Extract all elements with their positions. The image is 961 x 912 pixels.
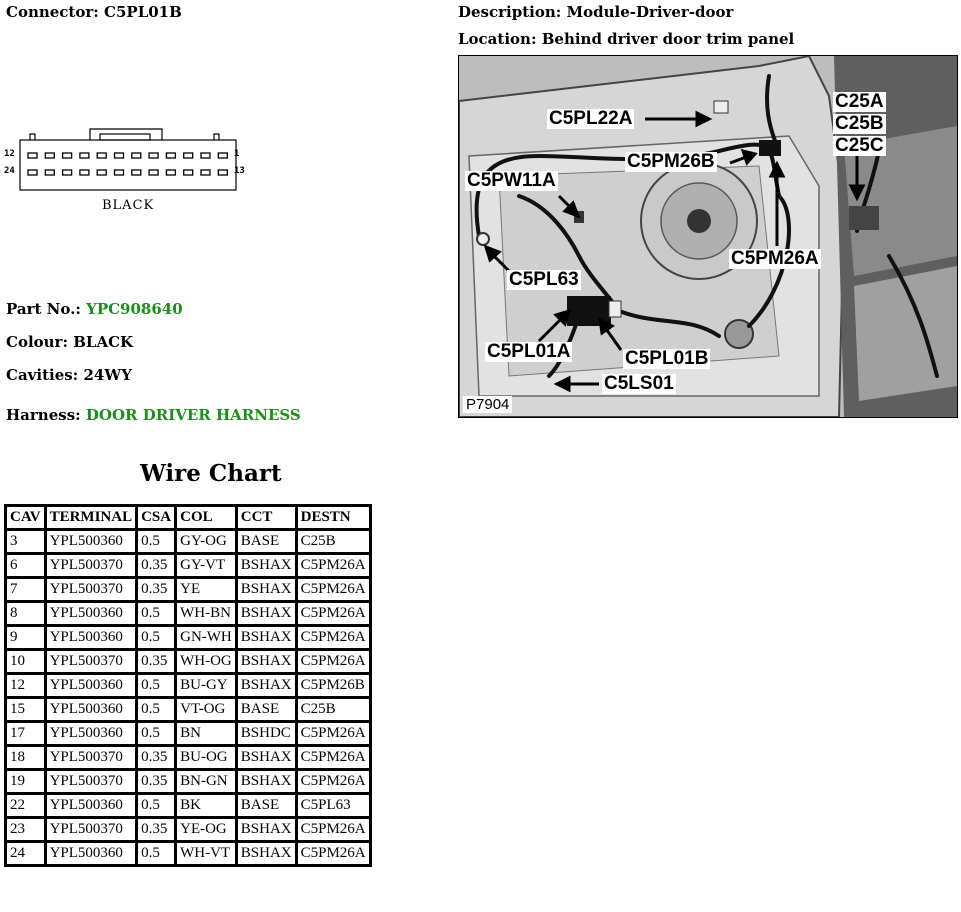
cell-csa: 0.5 bbox=[137, 722, 176, 746]
colour-line bbox=[6, 333, 133, 351]
location-value: Behind driver door trim panel bbox=[541, 30, 795, 48]
cell-destn: C5PM26A bbox=[296, 602, 370, 626]
cell-csa: 0.5 bbox=[137, 842, 176, 866]
table-row bbox=[6, 770, 371, 794]
cell-destn: C5PM26A bbox=[296, 578, 370, 602]
cell-cct: BSHAX bbox=[236, 602, 296, 626]
header-destn: DESTN bbox=[296, 506, 370, 530]
cell-csa: 0.5 bbox=[137, 530, 176, 554]
connector-label: Connector: bbox=[6, 3, 99, 21]
pin-cavity bbox=[80, 153, 89, 158]
pin-cavity bbox=[149, 153, 158, 158]
table-row bbox=[6, 530, 371, 554]
cell-cct: BSHAX bbox=[236, 842, 296, 866]
table-row bbox=[6, 554, 371, 578]
callout-c25a: C25A bbox=[835, 91, 884, 112]
callout-c5pl22a: C5PL22A bbox=[549, 108, 633, 129]
pin-cavity bbox=[45, 170, 54, 175]
cell-terminal: YPL500360 bbox=[45, 698, 137, 722]
callout-c5pm26a: C5PM26A bbox=[731, 248, 819, 269]
cell-col: BK bbox=[176, 794, 237, 818]
location-label: Location: bbox=[458, 30, 537, 48]
cell-cav: 10 bbox=[6, 650, 46, 674]
cavities-value: 24WY bbox=[83, 366, 132, 384]
header-cct: CCT bbox=[236, 506, 296, 530]
cell-csa: 0.35 bbox=[137, 770, 176, 794]
pin-cavity bbox=[115, 170, 124, 175]
table-row bbox=[6, 626, 371, 650]
pin-label-1: 1 bbox=[234, 149, 240, 159]
description-label: Description: bbox=[458, 3, 562, 21]
cell-col: BN-GN bbox=[176, 770, 237, 794]
cell-terminal: YPL500370 bbox=[45, 578, 137, 602]
cell-destn: C5PM26A bbox=[296, 842, 370, 866]
cell-destn: C5PM26A bbox=[296, 626, 370, 650]
pin-cavity bbox=[218, 153, 227, 158]
pin-cavity bbox=[201, 170, 210, 175]
cell-destn: C5PM26A bbox=[296, 650, 370, 674]
pin-cavity bbox=[45, 153, 54, 158]
table-row bbox=[6, 842, 371, 866]
cell-col: VT-OG bbox=[176, 698, 237, 722]
cell-csa: 0.35 bbox=[137, 578, 176, 602]
cell-terminal: YPL500360 bbox=[45, 794, 137, 818]
cell-destn: C5PM26A bbox=[296, 746, 370, 770]
callout-c25b: C25B bbox=[835, 113, 884, 134]
location-photo bbox=[458, 55, 958, 418]
pin-cavity bbox=[80, 170, 89, 175]
pin-cavity bbox=[97, 170, 106, 175]
cell-col: YE-OG bbox=[176, 818, 237, 842]
cell-cct: BSHAX bbox=[236, 578, 296, 602]
cell-csa: 0.35 bbox=[137, 746, 176, 770]
header-csa: CSA bbox=[137, 506, 176, 530]
cell-destn: C5PM26A bbox=[296, 770, 370, 794]
pin-cavity bbox=[132, 170, 141, 175]
cell-col: WH-OG bbox=[176, 650, 237, 674]
cell-terminal: YPL500360 bbox=[45, 722, 137, 746]
cell-cct: BASE bbox=[236, 698, 296, 722]
callout-c5ls01: C5LS01 bbox=[604, 373, 674, 394]
cell-terminal: YPL500370 bbox=[45, 746, 137, 770]
cell-terminal: YPL500360 bbox=[45, 602, 137, 626]
cell-cct: BSHAX bbox=[236, 554, 296, 578]
cell-cct: BASE bbox=[236, 794, 296, 818]
part-line bbox=[6, 300, 183, 318]
pin-cavity bbox=[166, 170, 175, 175]
cell-cav: 8 bbox=[6, 602, 46, 626]
cell-csa: 0.35 bbox=[137, 818, 176, 842]
callout-c5pl01a: C5PL01A bbox=[487, 341, 571, 362]
cell-cct: BSHAX bbox=[236, 674, 296, 698]
pin-cavity bbox=[201, 153, 210, 158]
wire-chart-table bbox=[4, 504, 372, 867]
cell-col: BU-GY bbox=[176, 674, 237, 698]
callout-c5pl01b: C5PL01B bbox=[625, 348, 709, 369]
callout-c5pm26b: C5PM26B bbox=[627, 151, 715, 172]
connector-line bbox=[6, 3, 182, 21]
cell-col: GY-VT bbox=[176, 554, 237, 578]
cell-terminal: YPL500370 bbox=[45, 650, 137, 674]
cell-destn: C5PL63 bbox=[296, 794, 370, 818]
cell-cav: 19 bbox=[6, 770, 46, 794]
table-row bbox=[6, 722, 371, 746]
cell-terminal: YPL500370 bbox=[45, 554, 137, 578]
cell-destn: C25B bbox=[296, 698, 370, 722]
cell-destn: C5PM26A bbox=[296, 554, 370, 578]
table-row bbox=[6, 578, 371, 602]
pin-cavity bbox=[184, 170, 193, 175]
harness-link[interactable]: DOOR DRIVER HARNESS bbox=[85, 406, 301, 424]
table-row bbox=[6, 698, 371, 722]
connector-colour-caption: BLACK bbox=[102, 198, 155, 213]
figure-id: P7904 bbox=[463, 396, 512, 413]
header-terminal: TERMINAL bbox=[45, 506, 137, 530]
cell-terminal: YPL500360 bbox=[45, 674, 137, 698]
cell-cct: BSHAX bbox=[236, 746, 296, 770]
cell-cct: BSHAX bbox=[236, 650, 296, 674]
part-number-link[interactable]: YPC908640 bbox=[86, 300, 183, 318]
pin-cavity bbox=[184, 153, 193, 158]
cell-cav: 24 bbox=[6, 842, 46, 866]
cell-col: GN-WH bbox=[176, 626, 237, 650]
pin-cavity bbox=[28, 170, 37, 175]
cell-terminal: YPL500360 bbox=[45, 530, 137, 554]
cell-csa: 0.35 bbox=[137, 650, 176, 674]
pin-cavity bbox=[132, 153, 141, 158]
table-row bbox=[6, 746, 371, 770]
cell-terminal: YPL500370 bbox=[45, 818, 137, 842]
cell-cav: 18 bbox=[6, 746, 46, 770]
cell-csa: 0.35 bbox=[137, 554, 176, 578]
pin-cavity bbox=[149, 170, 158, 175]
pin-label-24: 24 bbox=[4, 166, 15, 176]
cell-terminal: YPL500370 bbox=[45, 770, 137, 794]
pin-cavity bbox=[28, 153, 37, 158]
cell-col: WH-VT bbox=[176, 842, 237, 866]
pin-label-12: 12 bbox=[4, 149, 15, 159]
table-header-row bbox=[6, 506, 371, 530]
cell-cav: 17 bbox=[6, 722, 46, 746]
cell-cct: BSHDC bbox=[236, 722, 296, 746]
cell-cct: BSHAX bbox=[236, 818, 296, 842]
table-row bbox=[6, 602, 371, 626]
pin-cavity bbox=[97, 153, 106, 158]
cell-cav: 23 bbox=[6, 818, 46, 842]
cell-csa: 0.5 bbox=[137, 602, 176, 626]
description-line bbox=[458, 3, 733, 21]
header-col: COL bbox=[176, 506, 237, 530]
pin-cavity bbox=[166, 153, 175, 158]
callout-c5pw11a: C5PW11A bbox=[467, 170, 556, 191]
callout-c5pl63: C5PL63 bbox=[509, 269, 579, 290]
cell-cav: 7 bbox=[6, 578, 46, 602]
pin-cavity bbox=[63, 153, 72, 158]
cell-csa: 0.5 bbox=[137, 674, 176, 698]
cell-col: WH-BN bbox=[176, 602, 237, 626]
harness-label: Harness: bbox=[6, 406, 81, 424]
table-row bbox=[6, 818, 371, 842]
connector-face-icon bbox=[4, 126, 254, 196]
cell-cav: 9 bbox=[6, 626, 46, 650]
header-cav: CAV bbox=[6, 506, 46, 530]
cell-col: BU-OG bbox=[176, 746, 237, 770]
cell-cav: 15 bbox=[6, 698, 46, 722]
colour-value: BLACK bbox=[73, 333, 134, 351]
cell-destn: C5PM26A bbox=[296, 722, 370, 746]
cell-csa: 0.5 bbox=[137, 698, 176, 722]
connector-value: C5PL01B bbox=[104, 3, 182, 21]
cavities-label: Cavities: bbox=[6, 366, 79, 384]
cell-col: YE bbox=[176, 578, 237, 602]
table-row bbox=[6, 674, 371, 698]
cell-col: GY-OG bbox=[176, 530, 237, 554]
cell-terminal: YPL500360 bbox=[45, 842, 137, 866]
cell-cav: 3 bbox=[6, 530, 46, 554]
cell-csa: 0.5 bbox=[137, 794, 176, 818]
colour-label: Colour: bbox=[6, 333, 68, 351]
pin-label-13: 13 bbox=[234, 166, 245, 176]
callout-c25c: C25C bbox=[835, 135, 884, 156]
pin-cavity bbox=[115, 153, 124, 158]
wire-chart-title: Wire Chart bbox=[140, 460, 282, 487]
cell-cav: 22 bbox=[6, 794, 46, 818]
cell-col: BN bbox=[176, 722, 237, 746]
part-label: Part No.: bbox=[6, 300, 81, 318]
cavities-line bbox=[6, 366, 132, 384]
cell-cct: BSHAX bbox=[236, 626, 296, 650]
connector-face-diagram bbox=[4, 126, 254, 221]
cell-cct: BSHAX bbox=[236, 770, 296, 794]
cell-csa: 0.5 bbox=[137, 626, 176, 650]
cell-destn: C5PM26A bbox=[296, 818, 370, 842]
description-value: Module-Driver-door bbox=[566, 3, 734, 21]
harness-line bbox=[6, 406, 301, 424]
table-row bbox=[6, 794, 371, 818]
cell-destn: C25B bbox=[296, 530, 370, 554]
pin-cavity bbox=[63, 170, 72, 175]
table-row bbox=[6, 650, 371, 674]
location-line bbox=[458, 30, 794, 48]
pin-cavity bbox=[218, 170, 227, 175]
cell-cav: 6 bbox=[6, 554, 46, 578]
cell-terminal: YPL500360 bbox=[45, 626, 137, 650]
cell-cct: BASE bbox=[236, 530, 296, 554]
cell-cav: 12 bbox=[6, 674, 46, 698]
cell-destn: C5PM26B bbox=[296, 674, 370, 698]
